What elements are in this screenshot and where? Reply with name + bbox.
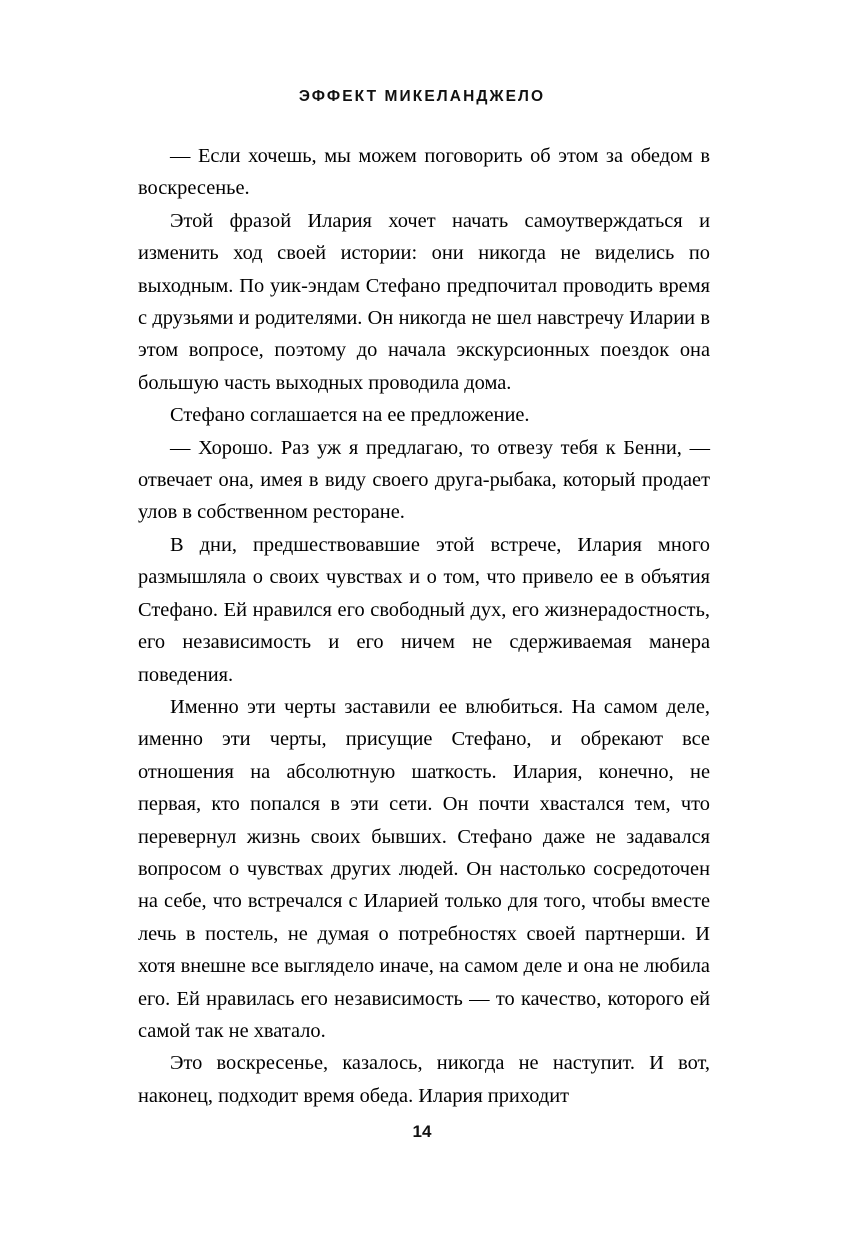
running-head: ЭФФЕКТ МИКЕЛАНДЖЕЛО [298,88,546,105]
paragraph: — Хорошо. Раз уж я предлагаю, то отвезу тебя к Бенни, — отвечает она, имея в виду своего друга-рыбака, который продает улов в собственном ресторане. [138,436,710,524]
paragraph: Этой фразой Илария хочет начать самоутверждаться и изменить ход своей истории: они никогда не виделись по выходным. По уик-эндам Стефано предпочитал проводить время с друзьями и родителями. Он никогда не шел навстречу Иларии в этом вопросе, поэтому до начала экскурсионных поездок она большую часть выходных проводила дома. [138,209,710,394]
paragraph: Стефано соглашается на ее предложение. [170,404,530,427]
paragraph: В дни, предшествовавшие этой встрече, Илария много размышляла о своих чувствах и о том, что привело ее в объятия Стефано. Ей нравился его свободный дух, его жизнерадостность, его независимость и его ничем не сдерживаемая манера поведения. [138,533,710,686]
body-text [138,140,710,1112]
paragraph: — Если хочешь, мы можем поговорить об этом за обедом в воскресенье. [138,145,710,200]
page-number: 14 [412,1122,432,1141]
paragraph: Именно эти черты заставили ее влюбиться. На самом деле, именно эти черты, присущие Стефано, и обрекают все отношения на абсолютную шаткость. Илария, конечно, не первая, кто попался в эти сети. Он почти хвастался тем, что перевернул жизнь своих бывших. Стефано даже не задавался вопросом о чувствах других людей. Он настолько сосредоточен на себе, что встречался с Иларией только для того, чтобы вместе лечь в постель, не думая о потребностях своей партнерши. И хотя внешне все выглядело иначе, на самом деле и она не любила его. Ей нравилась его независимость — то качество, которого ей самой так не хватало. [138,695,710,1042]
paragraph: Это воскресенье, казалось, никогда не наступит. И вот, наконец, подходит время обеда. Илария приходит [138,1052,710,1107]
